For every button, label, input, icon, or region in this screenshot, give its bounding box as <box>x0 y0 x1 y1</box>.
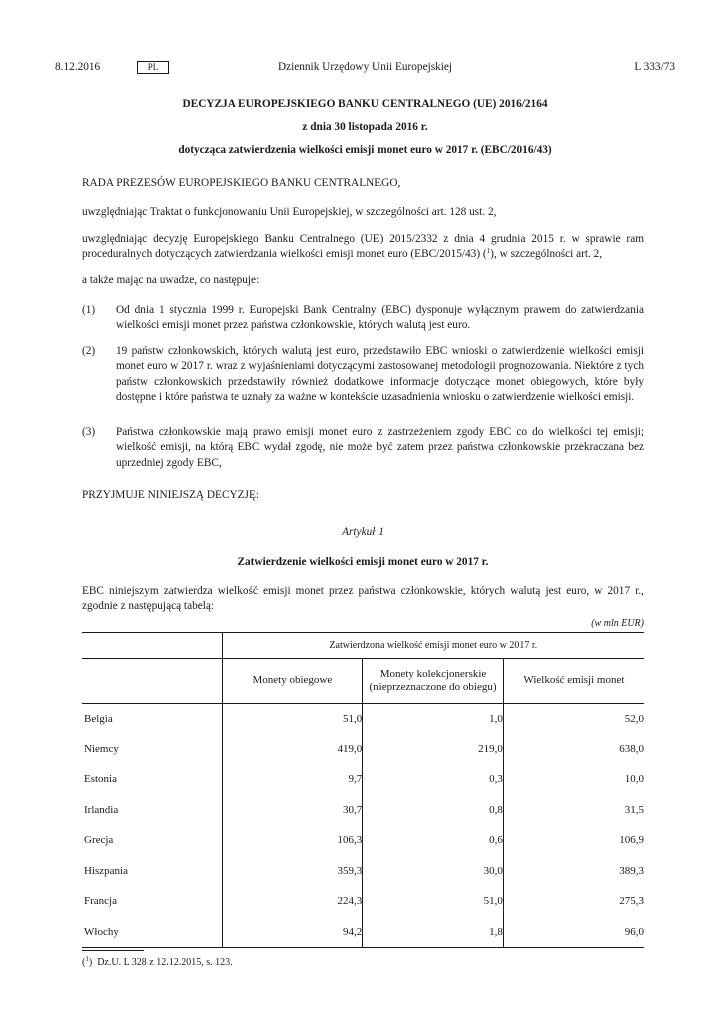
recital-number: (3) <box>82 426 96 438</box>
article-title: Zatwierdzenie wielkości emisji monet euro w 2017 r. <box>237 556 489 568</box>
table-row <box>82 734 644 765</box>
footnote-ref[interactable]: 1 <box>486 247 491 256</box>
table-row <box>82 765 644 796</box>
table-corner <box>82 633 222 659</box>
collector-cell: 0,6 <box>363 826 504 857</box>
table-row <box>82 887 644 918</box>
collector-cell: 1,8 <box>363 917 504 948</box>
circulation-cell: 106,3 <box>222 826 363 857</box>
unit-note: (w mln EUR) <box>591 618 644 629</box>
circulation-cell: 224,3 <box>222 887 363 918</box>
circulation-cell: 51,0 <box>222 704 363 735</box>
having-regard-treaty: uwzględniając Traktat o funkcjonowaniu Unii Europejskiej, w szczególności art. 128 ust. 2, <box>82 206 497 218</box>
country-cell: Irlandia <box>84 803 119 816</box>
recital-text: Od dnia 1 stycznia 1999 r. Europejski Bank Centralny (EBC) dysponuje wyłącznym prawem do zatwierdzania wielkości emisji monet przez państwa członkowskie, których walutą jest euro. <box>116 304 644 332</box>
country-cell: Estonia <box>84 773 117 786</box>
coin-volume-table <box>82 632 644 948</box>
col-header-collector: Monety kolekcjonerskie (nieprzeznaczone do obiegu) <box>363 659 504 704</box>
adoption-statement: PRZYJMUJE NINIEJSZĄ DECYZJĘ: <box>82 489 259 501</box>
table-row <box>82 795 644 826</box>
col-header-circulation: Monety obiegowe <box>222 659 363 704</box>
total-cell: 275,3 <box>503 887 644 918</box>
table-corner <box>82 659 222 704</box>
total-cell: 31,5 <box>503 795 644 826</box>
recital-text: 19 państw członkowskich, których walutą jest euro, przedstawiło EBC wnioski o zatwierdzenie wielkości emisji monet euro w 2017 r. wraz z wyjaśnieniami dotyczącymi zastosowanej metodologii prognozowania. Niektóre z tych państw członkowskich przedstawiły również dodatkowe informacje dotyczące monet obiegowych, które były dostępne i które państwa te uznały za ważne w kontekście uzasadnienia wniosku o zatwierdzenie wielkości emisji. <box>116 345 644 403</box>
country-cell: Grecja <box>84 834 114 847</box>
total-cell: 638,0 <box>503 734 644 765</box>
total-cell: 96,0 <box>503 917 644 948</box>
recital-number: (1) <box>82 304 96 316</box>
total-cell: 10,0 <box>503 765 644 796</box>
language-badge: PL <box>137 61 169 74</box>
collector-cell: 219,0 <box>363 734 504 765</box>
circulation-cell: 9,7 <box>222 765 363 796</box>
table-row <box>82 826 644 857</box>
total-cell: 52,0 <box>503 704 644 735</box>
circulation-cell: 94,2 <box>222 917 363 948</box>
collector-cell: 30,0 <box>363 856 504 887</box>
publication-date: 8.12.2016 <box>55 61 101 73</box>
collector-cell: 0,8 <box>363 795 504 826</box>
table-row <box>82 856 644 887</box>
title-line-2: z dnia 30 listopada 2016 r. <box>302 121 428 133</box>
footnote-divider <box>82 950 144 951</box>
collector-cell: 0,3 <box>363 765 504 796</box>
total-cell: 389,3 <box>503 856 644 887</box>
table-group-header: Zatwierdzona wielkość emisji monet euro w 2017 r. <box>222 633 644 659</box>
document-title <box>55 97 675 166</box>
table-row <box>82 704 644 735</box>
title-line-3: dotycząca zatwierdzenia wielkości emisji monet euro w 2017 r. (EBC/2016/43) <box>178 144 552 156</box>
collector-cell: 51,0 <box>363 887 504 918</box>
country-cell: Włochy <box>82 917 222 948</box>
council-heading: RADA PREZESÓW EUROPEJSKIEGO BANKU CENTRALNEGO, <box>82 177 401 189</box>
footnote: ($^1$) Dz.U. L 328 z 12.12.2015, s. 123. <box>82 955 233 968</box>
article-number: Artykuł 1 <box>342 526 384 538</box>
total-cell: 106,9 <box>503 826 644 857</box>
col-header-total: Wielkość emisji monet <box>503 659 644 704</box>
circulation-cell: 419,0 <box>222 734 363 765</box>
country-cell: Belgia <box>84 712 113 725</box>
collector-cell: 1,0 <box>363 704 504 735</box>
circulation-cell: 30,7 <box>222 795 363 826</box>
whereas-intro: a także mając na uwadze, co następuje: <box>82 274 260 286</box>
recital-number: (2) <box>82 345 96 357</box>
country-cell: Hiszpania <box>84 864 128 877</box>
title-line-1: DECYZJA EUROPEJSKIEGO BANKU CENTRALNEGO (UE) 2016/2164 <box>182 98 548 110</box>
journal-title: Dziennik Urzędowy Unii Europejskiej <box>277 61 453 73</box>
having-regard-decision: uwzględniając decyzję Europejskiego Banku Centralnego (UE) 2015/2332 z dnia 4 grudnia 2015 r. w sprawie ram proceduralnych dotyczących zatwierdzania wielkości emisji monet euro (EBC/2015/43) ($^1$), w szczególności art. 2, <box>82 233 644 261</box>
recital-text: Państwa członkowskie mają prawo emisji monet euro z zastrzeżeniem zgody EBC co do wielkości tej emisji; wielkość emisji, na którą EBC wydał zgodę, nie może być zatem przez państwa członkowskie przekraczana bez uprzedniej zgody EBC, <box>116 426 644 469</box>
article-text: EBC niniejszym zatwierdza wielkość emisji monet przez państwa członkowskie, których walutą jest euro, w 2017 r., zgodnie z następującą tabelą: <box>82 585 644 613</box>
circulation-cell: 359,3 <box>222 856 363 887</box>
page-header <box>55 60 675 76</box>
table-row <box>82 917 644 948</box>
page-reference: L 333/73 <box>634 61 675 73</box>
country-cell: Francja <box>84 895 117 908</box>
country-cell: Niemcy <box>84 742 119 755</box>
